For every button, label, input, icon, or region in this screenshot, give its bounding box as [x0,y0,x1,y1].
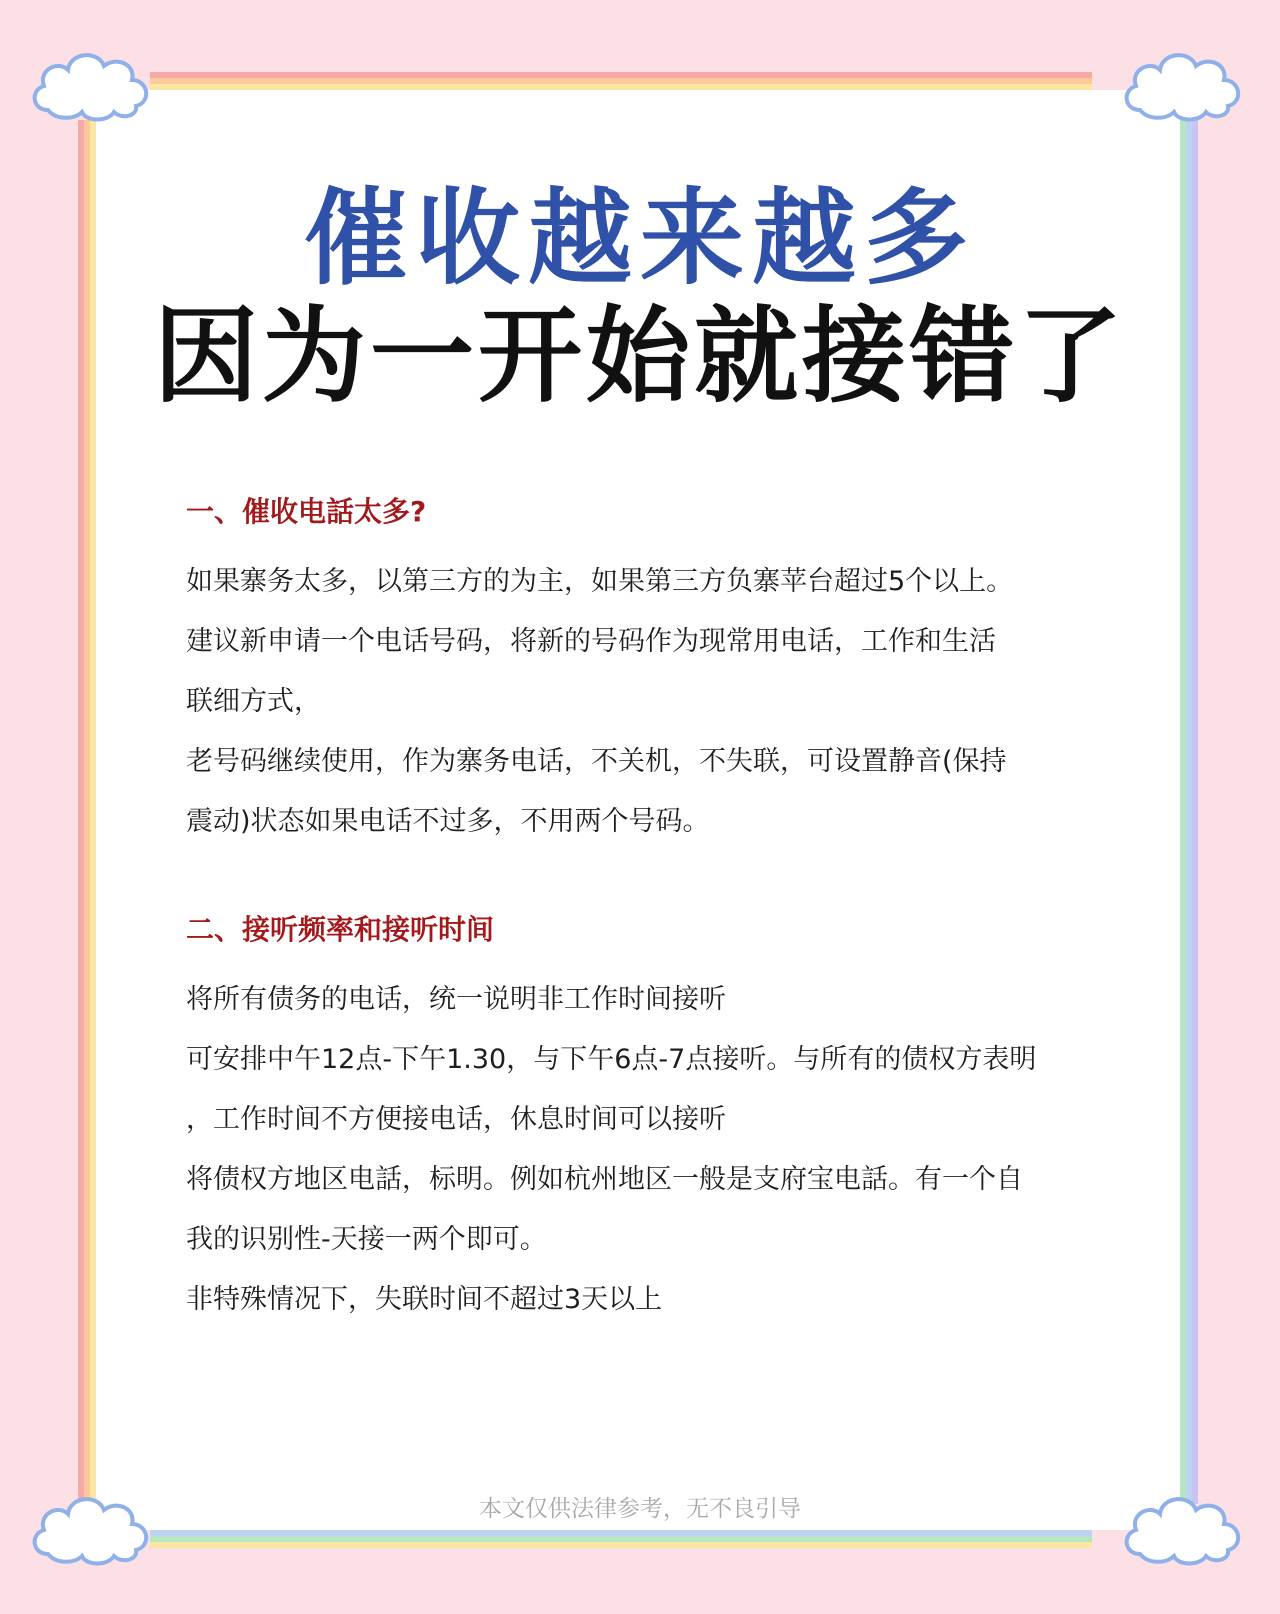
paragraph: 非特殊情况下，失联时间不超过3天以上 [186,1284,663,1315]
paragraph: 联细方式， [186,686,321,717]
paragraph: 老号码继续使用，作为寨务电话，不关机，不失联，可设置静音(保持 [186,746,1007,777]
section-heading: 一、催收电話太多? [186,495,427,528]
paragraph: 可安排中午12点-下午1.30，与下午6点-7点接听。与所有的债权方表明 [186,1044,1037,1075]
paragraph: 将债权方地区电話，标明。例如杭州地区一般是支府宝电話。有一个自 [186,1164,1023,1195]
paragraph: ，工作时间不方便接电话，休息时间可以接听 [186,1104,726,1135]
section-heading: 二、接听频率和接听时间 [186,913,495,946]
cloud-icon [26,40,156,130]
title-line-2: 因为一开始就接错了 [153,294,1126,417]
cloud-icon [1118,40,1248,130]
footer-disclaimer: 本文仅供法律参考，无不良引导 [479,1496,801,1522]
section-phone-calls [186,492,1126,852]
paragraph: 我的识别性-天接一两个即可。 [186,1224,547,1255]
section-answer-time [186,910,1126,1330]
title-line-1: 催收越来越多 [303,176,976,299]
paragraph: 震动)状态如果电话不过多，不用两个号码。 [186,806,710,837]
border-stripe-bottom [150,1542,1092,1548]
paragraph: 将所有债务的电话，统一说明非工作时间接听 [186,984,726,1015]
paragraph: 建议新申请一个电话号码，将新的号码作为现常用电话，工作和生活 [186,626,996,657]
paragraph: 如果寨务太多，以第三方的为主，如果第三方负寨苹台超过5个以上。 [186,566,1014,597]
